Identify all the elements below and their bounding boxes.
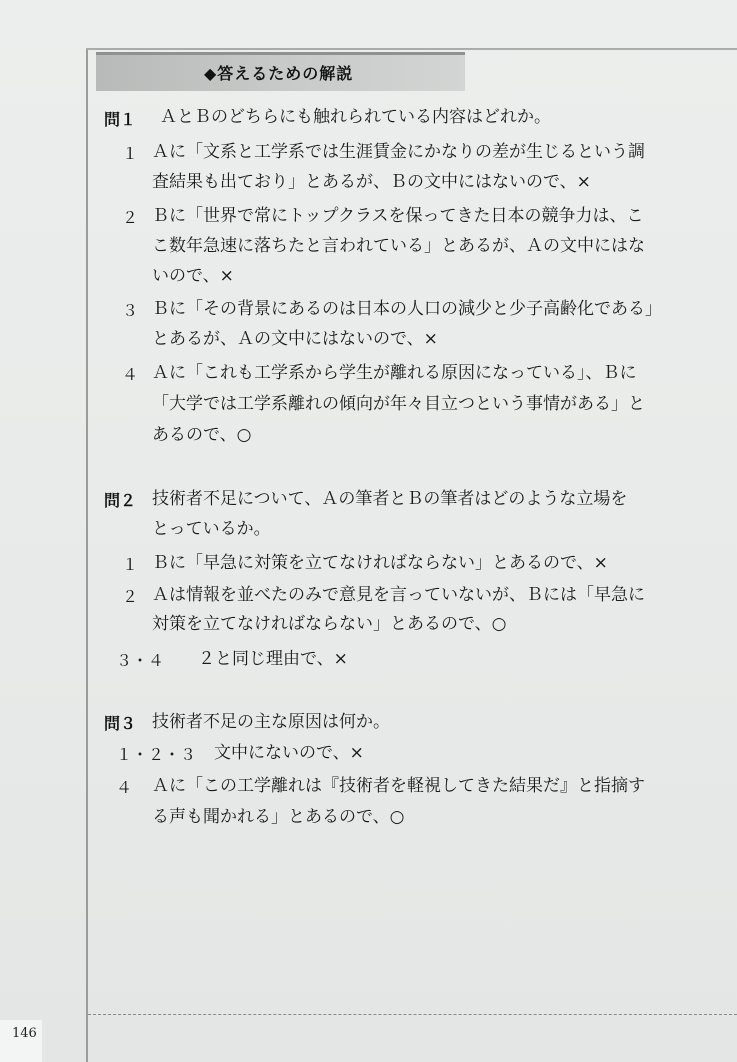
q1-item-4-line-2: 「大学では工学系離れの傾向が年々目立つという事情がある」と — [152, 394, 645, 414]
q1-item-2-line-1: Ｂに「世界で常にトップクラスを保ってきた日本の競争力は、こ — [152, 206, 644, 226]
question-2-text-line-2: とっているか。 — [152, 519, 271, 539]
q3-item-2-line-1: Ａに「この工学離れは『技術者を軽視してきた結果だ』と指摘す — [152, 776, 645, 796]
q3-item-2-number: ４ — [116, 778, 133, 797]
q1-item-4-line-1: Ａに「これも工学系から学生が離れる原因になっている」、Ｂに — [152, 363, 637, 383]
q2-item-2-line-2: 対策を立てなければならない」とあるので、○ — [152, 614, 507, 634]
section-header-title: ◆答えるための解説 — [204, 64, 354, 83]
question-3-text: 技術者不足の主な原因は何か。 — [152, 712, 390, 732]
question-3-label: 問３ — [104, 714, 137, 733]
q2-item-1-number: １ — [122, 555, 139, 574]
q1-item-4-number: ４ — [122, 365, 139, 384]
q2-item-3-number: ３・４ — [116, 651, 165, 670]
q3-item-1-line-1: 文中にないので、× — [214, 743, 364, 763]
q1-item-4-line-3: あるので、○ — [152, 425, 252, 445]
q1-item-2-line-2: こ数年急速に落ちたと言われている」とあるが、Ａの文中にはな — [152, 236, 645, 256]
q2-item-3-line-1: ２と同じ理由で、× — [198, 649, 348, 669]
q3-item-2-line-2: る声も聞かれる」とあるので、○ — [152, 807, 405, 827]
q1-item-2-number: ２ — [122, 208, 139, 227]
q2-item-1-line-1: Ｂに「早急に対策を立てなければならない」とあるので、× — [152, 553, 608, 573]
question-2-label: 問２ — [104, 491, 137, 510]
q1-item-3-line-2: とあるが、Ａの文中にはないので、× — [152, 329, 438, 349]
q1-item-2-line-3: いので、× — [152, 266, 234, 286]
q1-item-1-line-2: 査結果も出ており」とあるが、Ｂの文中にはないので、× — [152, 172, 591, 192]
q2-item-2-number: ２ — [122, 587, 139, 606]
q1-item-3-number: ３ — [122, 301, 139, 320]
page-number: 146 — [12, 1026, 37, 1041]
question-1-text: ＡとＢのどちらにも触れられている内容はどれか。 — [160, 107, 551, 127]
question-1-label: 問１ — [104, 110, 137, 129]
q1-item-1-line-1: Ａに「文系と工学系では生涯賃金にかなりの差が生じるという調 — [152, 142, 645, 162]
bottom-dashed-divider — [88, 1014, 737, 1015]
q1-item-3-line-1: Ｂに「その背景にあるのは日本の人口の減少と少子高齢化である」 — [152, 299, 662, 319]
q3-item-1-number: １・２・３ — [116, 745, 197, 764]
q1-item-1-number: １ — [122, 144, 139, 163]
q2-item-2-line-1: Ａは情報を並べたのみで意見を言っていないが、Ｂには「早急に — [152, 585, 645, 605]
question-2-text-line-1: 技術者不足について、Ａの筆者とＢの筆者はどのような立場を — [152, 489, 628, 509]
